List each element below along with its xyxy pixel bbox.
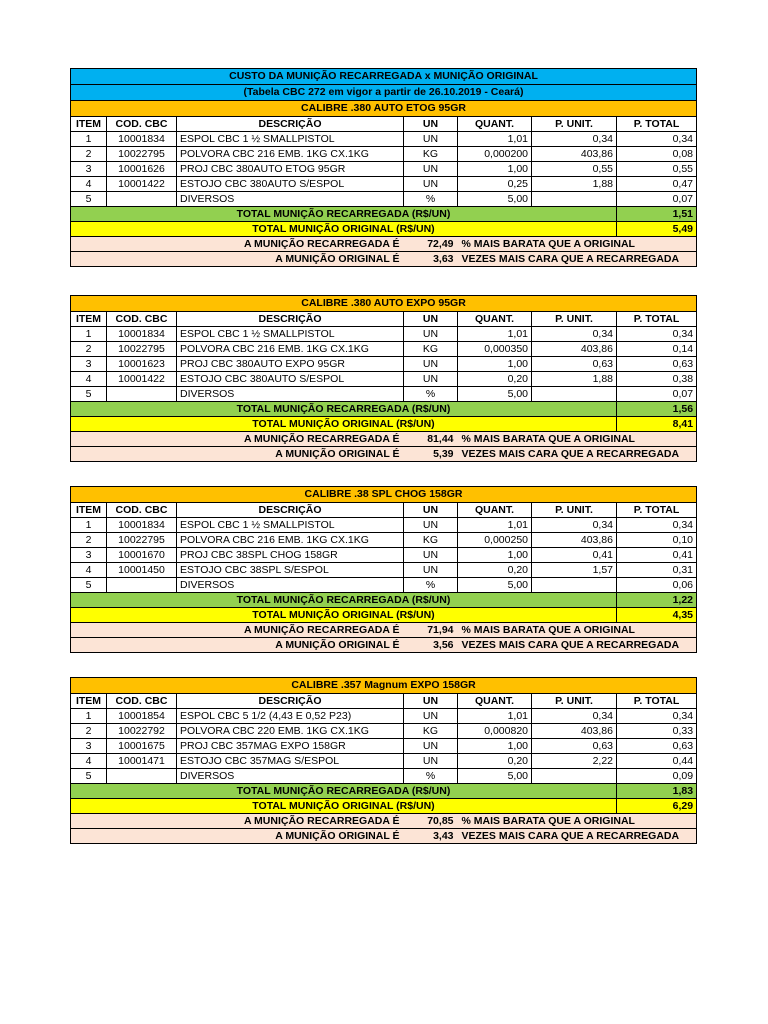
cell-desc: PROJ CBC 38SPL CHOG 158GR — [177, 548, 404, 563]
cell-code: 10022795 — [107, 147, 177, 162]
costlier-row — [71, 252, 697, 267]
cell-total: 0,34 — [617, 518, 697, 533]
costlier-text: VEZES MAIS CARA QUE A RECARREGADA — [458, 252, 697, 267]
cell-price: 0,63 — [532, 357, 617, 372]
cell-price: 403,86 — [532, 342, 617, 357]
cell-unit: UN — [404, 327, 458, 342]
times-costlier: 3,63 — [404, 252, 458, 267]
cell-item: 3 — [71, 162, 107, 177]
cell-code: 10001450 — [107, 563, 177, 578]
cell-unit: UN — [404, 132, 458, 147]
original-is-label: A MUNIÇÃO ORIGINAL É — [71, 638, 404, 653]
cell-price: 403,86 — [532, 724, 617, 739]
cheaper-pct: 71,94 — [404, 623, 458, 638]
table-row — [71, 578, 697, 593]
calibre-title: CALIBRE .38 SPL CHOG 158GR — [71, 487, 697, 503]
col-total: P. TOTAL — [617, 503, 697, 518]
cell-desc: DIVERSOS — [177, 192, 404, 207]
original-is-label: A MUNIÇÃO ORIGINAL É — [71, 829, 404, 844]
cheaper-pct: 70,85 — [404, 814, 458, 829]
cell-qty: 5,00 — [458, 769, 532, 784]
cell-qty: 1,00 — [458, 739, 532, 754]
cell-desc: POLVORA CBC 220 EMB. 1KG CX.1KG — [177, 724, 404, 739]
cell-item: 5 — [71, 192, 107, 207]
cost-table-3 — [70, 486, 696, 653]
cell-unit: % — [404, 578, 458, 593]
cell-unit: KG — [404, 533, 458, 548]
cell-qty: 1,01 — [458, 709, 532, 724]
col-qty: QUANT. — [458, 503, 532, 518]
cell-desc: ESPOL CBC 1 ½ SMALLPISTOL — [177, 132, 404, 147]
cell-qty: 0,25 — [458, 177, 532, 192]
cell-code — [107, 769, 177, 784]
cell-item: 1 — [71, 709, 107, 724]
cell-price: 0,34 — [532, 518, 617, 533]
column-header-row — [71, 117, 697, 132]
cell-price: 0,34 — [532, 709, 617, 724]
cell-code: 10001675 — [107, 739, 177, 754]
cell-unit: % — [404, 769, 458, 784]
total-original-row — [71, 608, 697, 623]
table-row — [71, 739, 697, 754]
total-reloaded-value: 1,56 — [617, 402, 697, 417]
col-price: P. UNIT. — [532, 117, 617, 132]
cell-item: 1 — [71, 327, 107, 342]
total-original-row — [71, 417, 697, 432]
cell-price: 0,34 — [532, 132, 617, 147]
cell-desc: ESPOL CBC 5 1/2 (4,43 E 0,52 P23) — [177, 709, 404, 724]
cost-table-2 — [70, 295, 696, 462]
col-desc: DESCRIÇÃO — [177, 503, 404, 518]
cheaper-text: % MAIS BARATA QUE A ORIGINAL — [458, 814, 697, 829]
col-item: ITEM — [71, 503, 107, 518]
cheaper-pct: 72,49 — [404, 237, 458, 252]
cell-qty: 0,000350 — [458, 342, 532, 357]
cell-code: 10001834 — [107, 327, 177, 342]
total-reloaded-value: 1,22 — [617, 593, 697, 608]
cell-item: 5 — [71, 769, 107, 784]
cell-qty: 0,20 — [458, 372, 532, 387]
costlier-text: VEZES MAIS CARA QUE A RECARREGADA — [458, 447, 697, 462]
cell-item: 5 — [71, 387, 107, 402]
col-total: P. TOTAL — [617, 312, 697, 327]
cell-unit: UN — [404, 177, 458, 192]
cell-qty: 1,01 — [458, 132, 532, 147]
cell-desc: ESTOJO CBC 38SPL S/ESPOL — [177, 563, 404, 578]
cell-code: 10022792 — [107, 724, 177, 739]
cheaper-pct: 81,44 — [404, 432, 458, 447]
col-total: P. TOTAL — [617, 117, 697, 132]
col-code: COD. CBC — [107, 503, 177, 518]
cell-item: 5 — [71, 578, 107, 593]
total-reloaded-value: 1,83 — [617, 784, 697, 799]
col-desc: DESCRIÇÃO — [177, 312, 404, 327]
report-title: CUSTO DA MUNIÇÃO RECARREGADA x MUNIÇÃO ORIGINAL — [71, 69, 697, 85]
cell-item: 4 — [71, 372, 107, 387]
total-reloaded-row — [71, 402, 697, 417]
cell-total: 0,55 — [617, 162, 697, 177]
total-reloaded-label: TOTAL MUNIÇÃO RECARREGADA (R$/UN) — [71, 402, 617, 417]
table-row — [71, 342, 697, 357]
col-price: P. UNIT. — [532, 503, 617, 518]
original-is-label: A MUNIÇÃO ORIGINAL É — [71, 252, 404, 267]
cell-desc: ESTOJO CBC 380AUTO S/ESPOL — [177, 372, 404, 387]
cell-total: 0,06 — [617, 578, 697, 593]
cell-price — [532, 769, 617, 784]
costlier-text: VEZES MAIS CARA QUE A RECARREGADA — [458, 638, 697, 653]
cell-price: 1,88 — [532, 372, 617, 387]
cell-total: 0,34 — [617, 709, 697, 724]
cell-unit: KG — [404, 724, 458, 739]
cell-desc: ESTOJO CBC 380AUTO S/ESPOL — [177, 177, 404, 192]
cell-item: 2 — [71, 342, 107, 357]
total-original-value: 5,49 — [617, 222, 697, 237]
cell-code — [107, 192, 177, 207]
cell-code: 10001670 — [107, 548, 177, 563]
col-code: COD. CBC — [107, 694, 177, 709]
original-is-label: A MUNIÇÃO ORIGINAL É — [71, 447, 404, 462]
cell-item: 4 — [71, 177, 107, 192]
cell-code: 10001471 — [107, 754, 177, 769]
col-item: ITEM — [71, 117, 107, 132]
total-original-label: TOTAL MUNIÇÃO ORIGINAL (R$/UN) — [71, 417, 617, 432]
times-costlier: 3,43 — [404, 829, 458, 844]
cell-code: 10001626 — [107, 162, 177, 177]
cost-table-1 — [70, 68, 696, 267]
total-reloaded-label: TOTAL MUNIÇÃO RECARREGADA (R$/UN) — [71, 784, 617, 799]
cell-qty: 1,00 — [458, 357, 532, 372]
cell-qty: 0,000200 — [458, 147, 532, 162]
cell-unit: UN — [404, 709, 458, 724]
cell-price: 0,34 — [532, 327, 617, 342]
cell-unit: UN — [404, 518, 458, 533]
cell-total: 0,33 — [617, 724, 697, 739]
col-qty: QUANT. — [458, 312, 532, 327]
cell-unit: UN — [404, 372, 458, 387]
cell-price: 403,86 — [532, 147, 617, 162]
cell-item: 4 — [71, 563, 107, 578]
col-price: P. UNIT. — [532, 694, 617, 709]
table-row — [71, 769, 697, 784]
cell-total: 0,09 — [617, 769, 697, 784]
cell-item: 3 — [71, 357, 107, 372]
total-original-row — [71, 799, 697, 814]
col-total: P. TOTAL — [617, 694, 697, 709]
cell-price — [532, 192, 617, 207]
cell-qty: 0,20 — [458, 754, 532, 769]
column-header-row — [71, 312, 697, 327]
cell-code: 10001623 — [107, 357, 177, 372]
table-row — [71, 132, 697, 147]
total-reloaded-row — [71, 784, 697, 799]
cell-total: 0,63 — [617, 739, 697, 754]
cell-qty: 1,01 — [458, 327, 532, 342]
cell-unit: UN — [404, 563, 458, 578]
times-costlier: 5,39 — [404, 447, 458, 462]
total-original-label: TOTAL MUNIÇÃO ORIGINAL (R$/UN) — [71, 608, 617, 623]
cell-desc: PROJ CBC 357MAG EXPO 158GR — [177, 739, 404, 754]
report-subtitle: (Tabela CBC 272 em vigor a partir de 26.10.2019 - Ceará) — [71, 85, 697, 101]
cell-code: 10022795 — [107, 342, 177, 357]
costlier-row — [71, 447, 697, 462]
cell-desc: POLVORA CBC 216 EMB. 1KG CX.1KG — [177, 342, 404, 357]
total-original-value: 8,41 — [617, 417, 697, 432]
column-header-row — [71, 694, 697, 709]
costlier-row — [71, 829, 697, 844]
cell-code: 10001854 — [107, 709, 177, 724]
table-row — [71, 177, 697, 192]
costlier-row — [71, 638, 697, 653]
cell-item: 4 — [71, 754, 107, 769]
cell-desc: POLVORA CBC 216 EMB. 1KG CX.1KG — [177, 147, 404, 162]
cell-item: 1 — [71, 132, 107, 147]
cell-total: 0,08 — [617, 147, 697, 162]
cell-desc: PROJ CBC 380AUTO EXPO 95GR — [177, 357, 404, 372]
cell-unit: KG — [404, 147, 458, 162]
total-reloaded-label: TOTAL MUNIÇÃO RECARREGADA (R$/UN) — [71, 207, 617, 222]
col-desc: DESCRIÇÃO — [177, 694, 404, 709]
cell-code: 10001422 — [107, 177, 177, 192]
total-reloaded-row — [71, 207, 697, 222]
cell-total: 0,44 — [617, 754, 697, 769]
cost-table-4 — [70, 677, 696, 844]
cell-item: 3 — [71, 739, 107, 754]
cell-total: 0,34 — [617, 327, 697, 342]
calibre-title: CALIBRE .357 Magnum EXPO 158GR — [71, 678, 697, 694]
cell-unit: UN — [404, 739, 458, 754]
cheaper-text: % MAIS BARATA QUE A ORIGINAL — [458, 432, 697, 447]
col-item: ITEM — [71, 694, 107, 709]
table-row — [71, 724, 697, 739]
table-row — [71, 372, 697, 387]
cell-total: 0,63 — [617, 357, 697, 372]
cell-desc: DIVERSOS — [177, 578, 404, 593]
cell-code — [107, 387, 177, 402]
cell-price: 2,22 — [532, 754, 617, 769]
reloaded-is-label: A MUNIÇÃO RECARREGADA É — [71, 814, 404, 829]
col-unit: UN — [404, 694, 458, 709]
cell-unit: UN — [404, 357, 458, 372]
col-item: ITEM — [71, 312, 107, 327]
table-row — [71, 162, 697, 177]
cell-total: 0,38 — [617, 372, 697, 387]
total-reloaded-value: 1,51 — [617, 207, 697, 222]
cell-total: 0,31 — [617, 563, 697, 578]
col-code: COD. CBC — [107, 312, 177, 327]
cheaper-row — [71, 814, 697, 829]
total-original-label: TOTAL MUNIÇÃO ORIGINAL (R$/UN) — [71, 222, 617, 237]
cell-qty: 5,00 — [458, 192, 532, 207]
cell-qty: 5,00 — [458, 578, 532, 593]
cell-item: 3 — [71, 548, 107, 563]
table-row — [71, 357, 697, 372]
col-unit: UN — [404, 117, 458, 132]
costlier-text: VEZES MAIS CARA QUE A RECARREGADA — [458, 829, 697, 844]
cell-desc: PROJ CBC 380AUTO ETOG 95GR — [177, 162, 404, 177]
cell-price: 1,57 — [532, 563, 617, 578]
cell-unit: UN — [404, 754, 458, 769]
cheaper-row — [71, 237, 697, 252]
cell-qty: 0,20 — [458, 563, 532, 578]
total-original-value: 6,29 — [617, 799, 697, 814]
cell-unit: UN — [404, 162, 458, 177]
col-unit: UN — [404, 503, 458, 518]
cheaper-row — [71, 432, 697, 447]
cell-code: 10022795 — [107, 533, 177, 548]
cell-desc: DIVERSOS — [177, 387, 404, 402]
reloaded-is-label: A MUNIÇÃO RECARREGADA É — [71, 432, 404, 447]
total-original-row — [71, 222, 697, 237]
calibre-title: CALIBRE .380 AUTO ETOG 95GR — [71, 101, 697, 117]
table-row — [71, 548, 697, 563]
times-costlier: 3,56 — [404, 638, 458, 653]
cheaper-row — [71, 623, 697, 638]
cell-desc: ESPOL CBC 1 ½ SMALLPISTOL — [177, 327, 404, 342]
cell-code — [107, 578, 177, 593]
table-row — [71, 387, 697, 402]
cell-qty: 5,00 — [458, 387, 532, 402]
cell-unit: % — [404, 192, 458, 207]
table-row — [71, 518, 697, 533]
cell-qty: 1,00 — [458, 548, 532, 563]
table-row — [71, 327, 697, 342]
reloaded-is-label: A MUNIÇÃO RECARREGADA É — [71, 623, 404, 638]
column-header-row — [71, 503, 697, 518]
table-row — [71, 563, 697, 578]
cell-item: 2 — [71, 147, 107, 162]
cell-total: 0,47 — [617, 177, 697, 192]
total-reloaded-label: TOTAL MUNIÇÃO RECARREGADA (R$/UN) — [71, 593, 617, 608]
cell-item: 2 — [71, 724, 107, 739]
calibre-title: CALIBRE .380 AUTO EXPO 95GR — [71, 296, 697, 312]
cell-item: 1 — [71, 518, 107, 533]
cell-qty: 1,00 — [458, 162, 532, 177]
table-row — [71, 709, 697, 724]
cell-desc: DIVERSOS — [177, 769, 404, 784]
col-price: P. UNIT. — [532, 312, 617, 327]
cell-price: 0,63 — [532, 739, 617, 754]
cell-qty: 1,01 — [458, 518, 532, 533]
cell-total: 0,41 — [617, 548, 697, 563]
cell-unit: UN — [404, 548, 458, 563]
cell-desc: ESPOL CBC 1 ½ SMALLPISTOL — [177, 518, 404, 533]
cell-code: 10001834 — [107, 132, 177, 147]
reloaded-is-label: A MUNIÇÃO RECARREGADA É — [71, 237, 404, 252]
cell-total: 0,14 — [617, 342, 697, 357]
cell-price: 0,41 — [532, 548, 617, 563]
col-qty: QUANT. — [458, 694, 532, 709]
cell-item: 2 — [71, 533, 107, 548]
cell-price — [532, 387, 617, 402]
total-original-label: TOTAL MUNIÇÃO ORIGINAL (R$/UN) — [71, 799, 617, 814]
cell-total: 0,07 — [617, 387, 697, 402]
table-row — [71, 533, 697, 548]
total-reloaded-row — [71, 593, 697, 608]
cell-total: 0,07 — [617, 192, 697, 207]
cell-code: 10001834 — [107, 518, 177, 533]
cell-qty: 0,000250 — [458, 533, 532, 548]
col-code: COD. CBC — [107, 117, 177, 132]
cell-code: 10001422 — [107, 372, 177, 387]
total-original-value: 4,35 — [617, 608, 697, 623]
cell-price — [532, 578, 617, 593]
cell-unit: KG — [404, 342, 458, 357]
col-desc: DESCRIÇÃO — [177, 117, 404, 132]
cheaper-text: % MAIS BARATA QUE A ORIGINAL — [458, 237, 697, 252]
cell-desc: ESTOJO CBC 357MAG S/ESPOL — [177, 754, 404, 769]
cell-unit: % — [404, 387, 458, 402]
table-row — [71, 147, 697, 162]
cell-price: 403,86 — [532, 533, 617, 548]
cheaper-text: % MAIS BARATA QUE A ORIGINAL — [458, 623, 697, 638]
cell-total: 0,10 — [617, 533, 697, 548]
cell-price: 0,55 — [532, 162, 617, 177]
cell-price: 1,88 — [532, 177, 617, 192]
cell-total: 0,34 — [617, 132, 697, 147]
cell-desc: POLVORA CBC 216 EMB. 1KG CX.1KG — [177, 533, 404, 548]
col-qty: QUANT. — [458, 117, 532, 132]
cell-qty: 0,000820 — [458, 724, 532, 739]
table-row — [71, 192, 697, 207]
col-unit: UN — [404, 312, 458, 327]
table-row — [71, 754, 697, 769]
